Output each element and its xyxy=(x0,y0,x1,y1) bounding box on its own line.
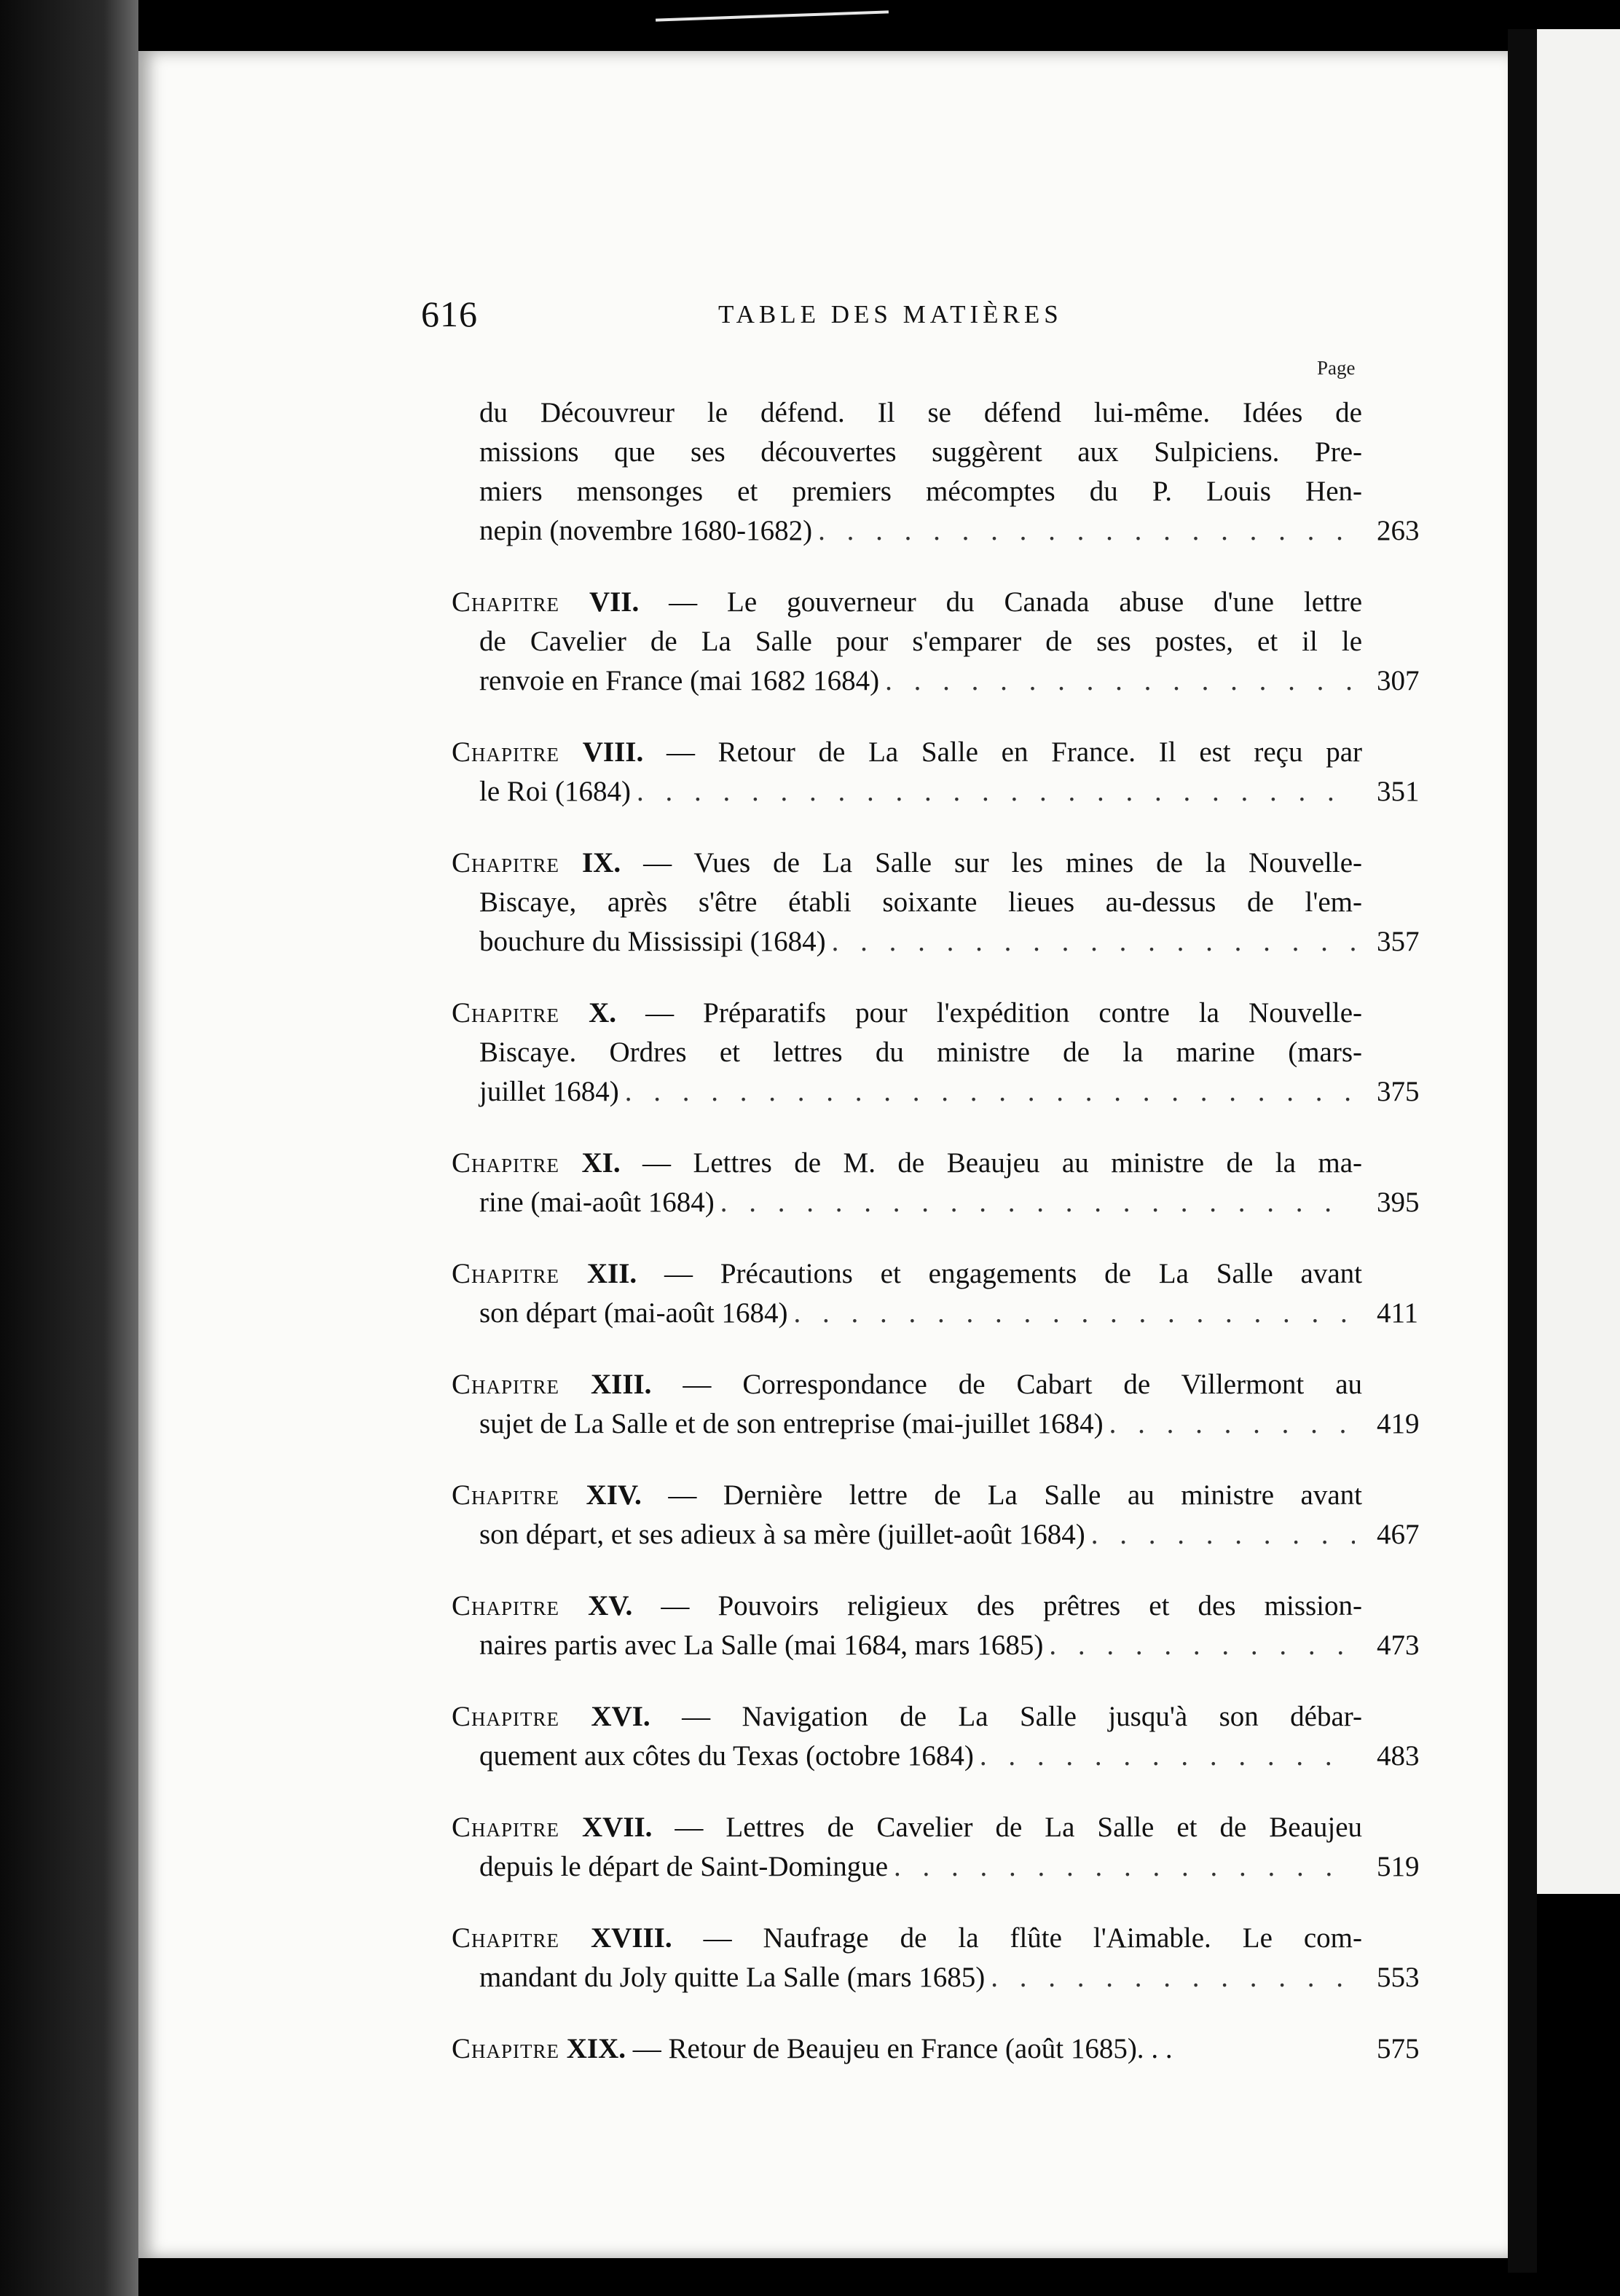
chapter-label: Chapitre xyxy=(452,736,560,768)
toc-entry-first-line xyxy=(452,733,1362,772)
chapter-number: XV. xyxy=(588,1590,633,1621)
toc-entry-last-text: depuis le départ de Saint-Domingue xyxy=(479,1851,889,1882)
toc-entry-last-line xyxy=(452,1958,1362,1997)
chapter-number: XIX. xyxy=(566,2033,626,2064)
toc-entry-first-line xyxy=(452,1144,1362,1183)
toc-entry-last-line xyxy=(452,1072,1362,1112)
dot-leader xyxy=(637,772,1355,811)
toc-page-number: 575 xyxy=(1377,2033,1420,2064)
chapter-label: Chapitre xyxy=(452,1369,560,1400)
toc-entry-last-line xyxy=(452,772,1362,811)
dot-leader xyxy=(1091,1515,1355,1554)
toc-page-number: 307 xyxy=(1377,665,1420,696)
chapter-title-start: — Lettres de M. de Beaujeu au ministre de la ma- xyxy=(642,1147,1362,1179)
chapter-title-start: — Le gouverneur du Canada abuse d'une lettre xyxy=(669,586,1362,618)
page-number: 616 xyxy=(421,294,478,334)
toc-entry-line: du Découvreur le défend. Il se défend lui-même. Idées de xyxy=(479,397,1362,428)
toc-entry-last-text: naires partis avec La Salle (mai 1684, mars 1685) xyxy=(479,1629,1044,1661)
toc-entry-line: Biscaye. Ordres et lettres du ministre de la marine (mars- xyxy=(479,1037,1362,1068)
toc-entry-last-text: quement aux côtes du Texas (octobre 1684) xyxy=(479,1740,974,1772)
chapter-label: Chapitre xyxy=(452,1590,560,1621)
dot-leader xyxy=(1049,1626,1355,1665)
toc-entry xyxy=(452,1697,1420,1776)
chapter-number: XI. xyxy=(581,1147,621,1179)
toc-entry-last-text: son départ, et ses adieux à sa mère (juillet-août 1684) xyxy=(479,1519,1085,1550)
toc-entry-first-line xyxy=(452,1919,1362,1958)
toc-entry-last-text: nepin (novembre 1680-1682) xyxy=(479,515,813,546)
chapter-label: Chapitre xyxy=(452,586,560,618)
toc-entry-line: miers mensonges et premiers mécomptes du P. Louis Hen- xyxy=(479,476,1362,507)
toc-entry xyxy=(452,844,1420,962)
chapter-title-start: — Lettres de Cavelier de La Salle et de Beaujeu xyxy=(675,1812,1362,1843)
toc-page-number: 419 xyxy=(1377,1408,1420,1439)
toc-entry-last-line xyxy=(452,922,1362,962)
chapter-title-start: — Retour de La Salle en France. Il est reçu par xyxy=(666,736,1362,768)
toc-entry xyxy=(452,733,1420,811)
dot-leader xyxy=(991,1958,1355,1997)
toc-page-number: 473 xyxy=(1377,1629,1420,1661)
toc-entry-line: missions que ses découvertes suggèrent aux Sulpiciens. Pre- xyxy=(479,436,1362,468)
toc-entry-first-line xyxy=(452,1697,1362,1737)
scan-gutter xyxy=(1508,29,1537,2273)
toc-page-number: 411 xyxy=(1377,1297,1419,1329)
toc-entry-last-text: juillet 1684) xyxy=(479,1076,619,1107)
toc-page-number: 519 xyxy=(1377,1851,1420,1882)
dot-leader xyxy=(625,1072,1355,1112)
toc-page-number: 395 xyxy=(1377,1187,1420,1218)
running-title: TABLE DES MATIÈRES xyxy=(718,300,1063,329)
toc-entry-last-line xyxy=(452,1404,1362,1444)
toc-entry xyxy=(452,1476,1420,1554)
toc-entry-first-line xyxy=(452,1254,1362,1294)
toc-entry xyxy=(452,1587,1420,1665)
toc-entry-last-line xyxy=(452,661,1362,701)
chapter-number: XII. xyxy=(586,1258,637,1289)
toc-entry-last-line xyxy=(452,1737,1362,1776)
running-head xyxy=(421,293,1368,344)
toc-entry-first-line xyxy=(452,2029,1362,2069)
toc-entry-last-line xyxy=(452,1183,1362,1222)
chapter-number: XIII. xyxy=(590,1369,652,1400)
toc-entry-first-line xyxy=(452,994,1362,1033)
table-of-contents xyxy=(452,393,1420,2069)
toc-entry xyxy=(452,994,1420,1112)
toc-page-number: 351 xyxy=(1377,776,1420,807)
chapter-title-start: — Naufrage de la flûte l'Aimable. Le com- xyxy=(703,1922,1362,1954)
toc-page-number: 357 xyxy=(1377,926,1420,957)
toc-entry-last-line xyxy=(452,1847,1362,1887)
dot-leader xyxy=(885,661,1355,701)
toc-entry xyxy=(452,393,1420,551)
chapter-number: X. xyxy=(589,997,617,1029)
scan-left-border xyxy=(0,0,138,2296)
toc-entry xyxy=(452,1808,1420,1887)
facing-page-edge xyxy=(1537,29,1620,1894)
chapter-number: IX. xyxy=(582,847,621,878)
dot-leader xyxy=(832,922,1355,962)
toc-entry-line: de Cavelier de La Salle pour s'emparer de ses postes, et il le xyxy=(479,626,1362,657)
chapter-title-start: — Pouvoirs religieux des prêtres et des mission- xyxy=(661,1590,1362,1621)
chapter-label: Chapitre xyxy=(452,1922,560,1954)
toc-entry-last-text: rine (mai-août 1684) xyxy=(479,1187,715,1218)
chapter-label: Chapitre xyxy=(452,1258,560,1289)
toc-entry-last-text: le Roi (1684) xyxy=(479,776,631,807)
chapter-label: Chapitre xyxy=(452,1147,560,1179)
toc-entry xyxy=(452,1919,1420,1997)
toc-entry-first-line xyxy=(452,1808,1362,1847)
chapter-label: Chapitre xyxy=(452,1812,560,1843)
chapter-number: VIII. xyxy=(582,736,644,768)
dot-leader: . . xyxy=(1144,2033,1173,2064)
toc-entry-last-line xyxy=(452,1294,1362,1333)
toc-page-number: 553 xyxy=(1377,1962,1420,1993)
toc-entry-last-line xyxy=(452,511,1362,551)
dot-leader xyxy=(720,1183,1355,1222)
toc-entry xyxy=(452,2029,1420,2069)
chapter-number: XVII. xyxy=(582,1812,653,1843)
toc-entry-first-line xyxy=(452,1587,1362,1626)
chapter-title-start: — Précautions et engagements de La Salle avant xyxy=(664,1258,1362,1289)
page-column-label: Page xyxy=(1317,357,1356,379)
chapter-title-start: — Navigation de La Salle jusqu'à son débar- xyxy=(682,1701,1362,1732)
dot-leader xyxy=(980,1737,1355,1776)
chapter-label: Chapitre xyxy=(452,2033,560,2064)
toc-entry-first-line xyxy=(452,1365,1362,1404)
chapter-title-start: — Dernière lettre de La Salle au ministre avant xyxy=(668,1479,1362,1511)
toc-entry xyxy=(452,1144,1420,1222)
dot-leader xyxy=(894,1847,1355,1887)
chapter-title-start: — Retour de Beaujeu en France (août 1685). xyxy=(632,2033,1144,2064)
dot-leader xyxy=(793,1294,1355,1333)
toc-page-number: 483 xyxy=(1377,1740,1420,1772)
toc-page-number: 375 xyxy=(1377,1076,1420,1107)
toc-entry-last-line xyxy=(452,1626,1362,1665)
toc-entry-first-line xyxy=(452,844,1362,883)
chapter-number: XIV. xyxy=(586,1479,642,1511)
chapter-label: Chapitre xyxy=(452,997,560,1029)
toc-page-number: 467 xyxy=(1377,1519,1420,1550)
chapter-title-start: — Vues de La Salle sur les mines de la Nouvelle- xyxy=(643,847,1362,878)
toc-entry-last-text: son départ (mai-août 1684) xyxy=(479,1297,788,1329)
toc-page-number: 263 xyxy=(1377,515,1420,546)
chapter-label: Chapitre xyxy=(452,1479,560,1511)
chapter-label: Chapitre xyxy=(452,847,560,878)
toc-entry-last-text: mandant du Joly quitte La Salle (mars 1685) xyxy=(479,1962,986,1993)
toc-entry xyxy=(452,1254,1419,1333)
toc-entry-line: Biscaye, après s'être établi soixante lieues au-dessus de l'em- xyxy=(479,886,1362,918)
dot-leader xyxy=(1109,1404,1355,1444)
chapter-number: XVIII. xyxy=(590,1922,672,1954)
toc-entry xyxy=(452,583,1420,701)
chapter-title-start: — Préparatifs pour l'expédition contre la Nouvelle- xyxy=(645,997,1362,1029)
toc-entry-last-text: bouchure du Mississipi (1684) xyxy=(479,926,826,957)
chapter-number: XVI. xyxy=(591,1701,650,1732)
scan-top-mark xyxy=(656,10,889,21)
toc-entry-last-text: renvoie en France (mai 1682 1684) xyxy=(479,665,880,696)
dot-leader xyxy=(818,511,1355,551)
chapter-title-start: — Correspondance de Cabart de Villermont au xyxy=(683,1369,1362,1400)
toc-entry-first-line xyxy=(452,1476,1362,1515)
toc-entry xyxy=(452,1365,1420,1444)
chapter-number: VII. xyxy=(589,586,640,618)
toc-entry-first-line xyxy=(452,583,1362,622)
chapter-label: Chapitre xyxy=(452,1701,560,1732)
toc-entry-last-line xyxy=(452,1515,1362,1554)
toc-entry-last-text: sujet de La Salle et de son entreprise (mai-juillet 1684) xyxy=(479,1408,1104,1439)
